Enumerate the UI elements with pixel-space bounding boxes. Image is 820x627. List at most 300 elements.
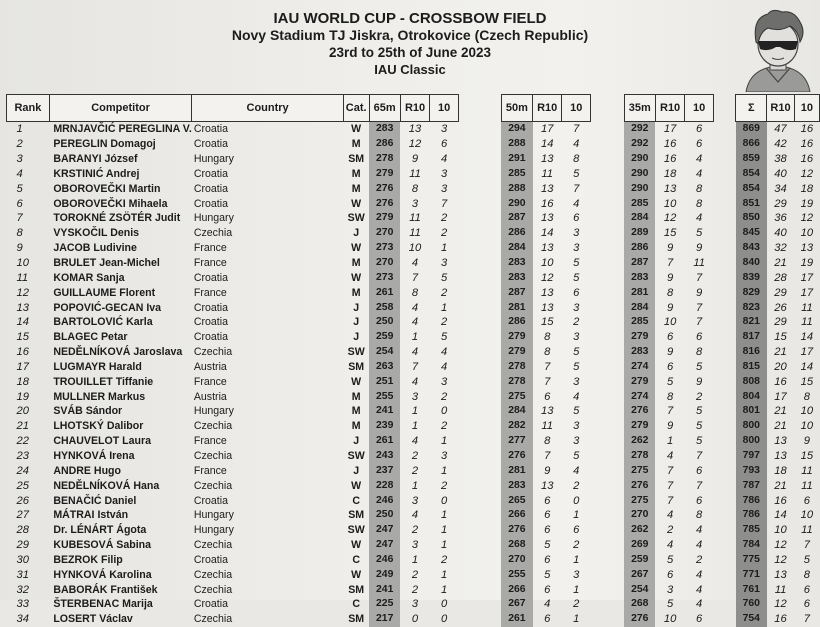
score-35m-cell: 262 [624,434,655,449]
score-50m-cell: 291 [501,152,532,167]
tens-50m-cell: 1 [573,613,580,626]
tens-50m-cell: 3 [573,301,580,314]
tens-65m-cell: 3 [440,257,448,270]
tens-50m-cell: 3 [573,420,580,433]
r10-50m-cell: 17 [540,123,554,136]
category-cell: J [353,435,360,448]
competitor-cell: VYSKOČIL Denis [53,227,140,240]
rank-cell: 10 [16,257,29,270]
spacer-cell [458,167,501,182]
score-65m-cell: 270 [369,256,400,271]
total-tens-cell: 17 [800,346,814,359]
score-35m-cell: 290 [624,167,655,182]
spacer-cell [591,493,624,508]
spacer-cell [714,152,736,167]
spacer-cell [458,137,501,152]
r10-65m-cell: 12 [408,138,422,151]
competitor-cell: Dr. LÉNÁRT Ágota [53,524,147,537]
category-cell: W [351,568,362,581]
tens-50m-cell: 5 [573,167,580,180]
total-tens-cell: 6 [803,583,810,596]
competitor-cell: CHAUVELOT Laura [53,435,152,448]
col-country: Country [192,95,343,122]
score-50m-cell: 290 [501,196,532,211]
spacer-cell [458,597,501,612]
total-r10-cell: 10 [774,524,787,537]
spacer-cell [714,567,736,582]
total-tens-cell: 15 [800,449,814,462]
score-50m-cell: 261 [501,612,532,627]
score-65m-cell: 241 [369,582,400,597]
rank-cell: 4 [16,167,23,180]
tens-35m-cell: 2 [696,553,703,566]
total-r10-cell: 28 [774,271,787,284]
score-35m-cell: 259 [624,552,655,567]
tens-50m-cell: 3 [573,227,580,240]
tens-35m-cell: 6 [696,138,703,151]
total-tens-cell: 11 [801,464,813,477]
total-tens-cell: 11 [801,301,813,314]
competitor-cell: LUGMAYR Harald [53,360,142,373]
total-r10-cell: 29 [774,316,787,329]
tens-35m-cell: 4 [696,568,703,581]
score-35m-cell: 269 [624,538,655,553]
total-r10-cell: 21 [774,479,787,492]
spacer-cell [458,612,501,627]
score-50m-cell: 294 [501,122,532,137]
spacer-cell [591,404,624,419]
country-cell: Hungary [193,153,234,166]
total-tens-cell: 6 [803,598,810,611]
score-35m-cell: 292 [624,137,655,152]
rank-cell: 28 [16,524,29,537]
r10-50m-cell: 13 [540,301,554,314]
score-50m-cell: 278 [501,360,532,375]
table-row [7,597,820,612]
total-r10-cell: 21 [774,257,787,270]
table-row [7,211,820,226]
results-body [7,122,820,627]
category-cell: SW [347,449,365,462]
score-65m-cell: 228 [369,478,400,493]
table-row [7,612,820,627]
rank-cell: 23 [16,449,29,462]
country-cell: Czechia [193,227,233,240]
total-tens-cell: 8 [803,390,810,403]
country-cell: France [193,286,227,299]
total-r10-cell: 15 [774,331,787,344]
r10-35m-cell: 16 [663,153,677,166]
rank-cell: 7 [16,212,23,225]
tens-65m-cell: 0 [440,494,448,507]
total-r10-cell: 12 [774,553,787,566]
tens-35m-cell: 6 [696,123,703,136]
score-50m-cell: 286 [501,226,532,241]
r10-50m-cell: 8 [544,435,551,448]
table-row [7,241,820,256]
score-65m-cell: 279 [369,211,400,226]
tens-50m-cell: 1 [573,509,580,522]
r10-50m-cell: 13 [540,286,554,299]
total-score-cell: 840 [736,256,767,271]
category-cell: J [353,464,360,477]
tens-35m-cell: 4 [696,212,703,225]
tens-50m-cell: 0 [573,494,580,507]
spacer-cell [458,270,501,285]
spacer-cell [458,315,501,330]
total-r10-cell: 20 [774,360,787,373]
score-35m-cell: 279 [624,374,655,389]
r10-65m-cell: 8 [411,182,419,195]
score-65m-cell: 247 [369,538,400,553]
tens-35m-cell: 5 [696,360,703,373]
r10-50m-cell: 14 [540,227,554,240]
r10-50m-cell: 8 [544,331,551,344]
score-50m-cell: 287 [501,211,532,226]
score-35m-cell: 279 [624,330,655,345]
category-cell: M [351,138,361,151]
total-tens-cell: 6 [803,494,810,507]
total-score-cell: 793 [736,463,767,478]
r10-65m-cell: 1 [411,479,419,492]
total-r10-cell: 47 [774,123,787,136]
tens-50m-cell: 3 [573,331,580,344]
score-65m-cell: 279 [369,167,400,182]
r10-65m-cell: 9 [411,153,419,166]
competitor-cell: JACOB Ludivine [53,242,137,255]
spacer-cell [714,419,736,434]
table-row [7,167,820,182]
spacer-cell [458,345,501,360]
r10-65m-cell: 1 [411,405,419,418]
r10-65m-cell: 1 [411,553,419,566]
r10-35m-cell: 8 [666,286,674,299]
table-row [7,226,820,241]
competitor-cell: ANDRE Hugo [53,464,121,477]
spacer-cell [458,538,501,553]
spacer-cell [714,167,736,182]
col-35m-tens: 10 [685,95,714,122]
score-65m-cell: 254 [369,345,400,360]
total-r10-cell: 32 [774,242,787,255]
tens-50m-cell: 8 [573,153,580,166]
total-score-cell: 804 [736,389,767,404]
spacer-cell [714,211,736,226]
country-cell: Hungary [193,524,234,537]
r10-35m-cell: 7 [666,405,674,418]
category-cell: SM [348,509,365,522]
score-35m-cell: 275 [624,493,655,508]
col-total-r10: R10 [767,95,795,122]
category-cell: J [353,316,360,329]
tens-50m-cell: 1 [573,553,580,566]
spacer-cell [714,256,736,271]
tens-35m-cell: 4 [696,539,703,552]
score-50m-cell: 283 [501,270,532,285]
r10-35m-cell: 9 [666,420,674,433]
tens-35m-cell: 4 [696,598,703,611]
tens-35m-cell: 5 [696,227,703,240]
event-division: IAU Classic [374,62,446,77]
score-65m-cell: 270 [369,226,400,241]
event-venue: Novy Stadium TJ Jiskra, Otrokovice (Czech Republic) [231,27,589,43]
score-50m-cell: 286 [501,315,532,330]
rank-cell: 16 [16,346,29,359]
tens-65m-cell: 3 [440,375,448,388]
competitor-cell: KRSTINIĆ Andrej [53,167,140,180]
total-tens-cell: 11 [801,316,813,329]
spacer-cell [458,582,501,597]
tens-65m-cell: 1 [440,301,448,314]
score-50m-cell: 278 [501,374,532,389]
col-50m-tens: 10 [562,95,591,122]
competitor-cell: KOMAR Sanja [53,271,125,284]
tens-50m-cell: 7 [573,123,580,136]
score-65m-cell: 251 [369,374,400,389]
spacer-cell [458,374,501,389]
score-50m-cell: 277 [501,434,532,449]
r10-65m-cell: 4 [411,346,419,359]
total-tens-cell: 13 [800,242,814,255]
rank-cell: 6 [16,197,23,210]
spacer-cell [591,419,624,434]
rank-cell: 33 [16,598,29,611]
country-cell: France [193,464,227,477]
spacer-cell [714,226,736,241]
total-score-cell: 816 [736,345,767,360]
table-row [7,360,820,375]
spacer-cell [458,196,501,211]
score-50m-cell: 266 [501,508,532,523]
r10-50m-cell: 6 [544,613,551,626]
r10-50m-cell: 8 [544,346,551,359]
country-cell: Czechia [193,539,233,552]
score-35m-cell: 281 [624,285,655,300]
spacer-cell [591,241,624,256]
rank-cell: 27 [16,509,29,522]
score-65m-cell: 250 [369,508,400,523]
tens-35m-cell: 11 [693,257,705,270]
score-35m-cell: 286 [624,241,655,256]
spacer-cell [714,300,736,315]
competitor-cell: PEREGLIN Domagoj [53,138,156,151]
score-65m-cell: 278 [369,152,400,167]
competitor-cell: NEDĚLNÍKOVÁ Jaroslava [53,346,183,359]
competitor-cell: BARANYI József [53,153,138,166]
col-50m: 50m [501,95,532,122]
tens-35m-cell: 6 [696,613,703,626]
spacer-cell [458,463,501,478]
tens-50m-cell: 7 [573,182,580,195]
table-row [7,122,820,137]
r10-50m-cell: 6 [544,524,551,537]
competitor-cell: BARTOLOVIĆ Karla [53,316,153,329]
r10-35m-cell: 16 [663,138,677,151]
rank-cell: 20 [16,405,29,418]
country-cell: Croatia [193,494,228,507]
tens-50m-cell: 4 [573,138,580,151]
spacer-cell [714,508,736,523]
r10-65m-cell: 11 [409,227,421,240]
r10-35m-cell: 3 [666,583,674,596]
spacer-cell [458,389,501,404]
tens-35m-cell: 4 [696,153,703,166]
competitor-cell: TROUILLET Tiffanie [53,375,154,388]
spacer-cell [591,360,624,375]
score-50m-cell: 276 [501,449,532,464]
total-r10-cell: 38 [774,153,787,166]
category-cell: M [351,286,361,299]
spacer-cell [591,300,624,315]
results-table [6,94,820,627]
r10-65m-cell: 7 [411,271,419,284]
tens-35m-cell: 5 [696,405,703,418]
score-35m-cell: 276 [624,478,655,493]
rank-cell: 3 [16,153,23,166]
score-50m-cell: 281 [501,300,532,315]
col-35m: 35m [624,95,655,122]
spacer-cell [714,241,736,256]
tens-35m-cell: 9 [696,242,703,255]
competitor-cell: BLAGEC Petar [53,331,128,344]
tens-35m-cell: 9 [696,375,703,388]
rank-cell: 11 [16,271,29,284]
score-50m-cell: 279 [501,345,532,360]
total-tens-cell: 12 [800,212,814,225]
tens-35m-cell: 6 [696,331,703,344]
r10-65m-cell: 3 [411,494,419,507]
r10-65m-cell: 2 [411,568,419,581]
country-cell: Hungary [193,509,234,522]
spacer-cell [458,181,501,196]
total-r10-cell: 36 [774,212,787,225]
score-35m-cell: 276 [624,612,655,627]
total-r10-cell: 13 [774,449,787,462]
total-score-cell: 801 [736,404,767,419]
spacer-cell [714,597,736,612]
country-cell: Czechia [193,583,233,596]
category-cell: W [351,479,362,492]
rank-cell: 29 [16,539,29,552]
table-row [7,389,820,404]
score-50m-cell: 288 [501,137,532,152]
category-cell: M [351,405,361,418]
competitor-cell: LOSERT Václav [53,613,133,626]
tens-35m-cell: 4 [696,167,703,180]
r10-35m-cell: 12 [663,212,677,225]
score-65m-cell: 243 [369,449,400,464]
tens-50m-cell: 3 [573,568,580,581]
r10-50m-cell: 12 [540,271,554,284]
competitor-cell: HYNKOVÁ Irena [53,449,135,462]
score-50m-cell: 275 [501,389,532,404]
spacer-cell [714,493,736,508]
tens-65m-cell: 2 [440,390,448,403]
country-cell: Croatia [193,553,228,566]
score-65m-cell: 246 [369,493,400,508]
competitor-cell: SVÁB Sándor [53,405,123,418]
spacer-cell [591,508,624,523]
table-row [7,285,820,300]
col-50m-r10: R10 [533,95,562,122]
rank-cell: 30 [16,553,29,566]
score-50m-cell: 270 [501,552,532,567]
spacer-cell [591,315,624,330]
score-65m-cell: 247 [369,523,400,538]
tens-65m-cell: 1 [440,539,448,552]
category-cell: M [351,167,361,180]
r10-35m-cell: 4 [666,509,674,522]
category-cell: SW [347,524,365,537]
total-r10-cell: 42 [774,138,787,151]
r10-35m-cell: 7 [666,479,674,492]
tens-35m-cell: 8 [696,346,703,359]
total-tens-cell: 18 [800,182,814,195]
tens-50m-cell: 5 [573,449,580,462]
spacer-cell [591,122,624,137]
tens-65m-cell: 1 [440,583,448,596]
rank-cell: 8 [16,227,23,240]
spacer-cell [591,345,624,360]
r10-35m-cell: 6 [666,331,674,344]
total-tens-cell: 11 [801,524,813,537]
total-tens-cell: 8 [803,568,810,581]
score-50m-cell: 288 [501,181,532,196]
tens-65m-cell: 3 [440,123,448,136]
rank-cell: 15 [16,331,29,344]
total-tens-cell: 5 [803,553,810,566]
score-35m-cell: 283 [624,270,655,285]
total-r10-cell: 14 [774,509,787,522]
r10-65m-cell: 3 [411,197,419,210]
competitor-cell: MÁTRAI István [53,509,129,522]
rank-cell: 21 [16,420,29,433]
spacer-cell [591,374,624,389]
r10-50m-cell: 6 [544,390,551,403]
total-r10-cell: 16 [774,613,787,626]
score-65m-cell: 237 [369,463,400,478]
spacer-cell [591,226,624,241]
r10-35m-cell: 17 [663,123,677,136]
spacer-cell [458,478,501,493]
table-row [7,374,820,389]
table-row [7,300,820,315]
table-row [7,419,820,434]
score-65m-cell: 258 [369,300,400,315]
r10-35m-cell: 7 [666,257,674,270]
total-tens-cell: 9 [803,435,810,448]
r10-65m-cell: 2 [411,524,419,537]
tens-50m-cell: 4 [573,390,580,403]
competitor-cell: NEDĚLNÍKOVÁ Hana [53,479,160,492]
score-35m-cell: 254 [624,582,655,597]
score-65m-cell: 255 [369,389,400,404]
score-65m-cell: 249 [369,567,400,582]
score-50m-cell: 265 [501,493,532,508]
total-tens-cell: 16 [800,123,814,136]
total-r10-cell: 16 [774,494,787,507]
competitor-cell: MRNJAVČIĆ PEREGLINA V. [53,123,192,136]
spacer-cell [591,181,624,196]
r10-35m-cell: 7 [666,494,674,507]
r10-65m-cell: 11 [409,167,421,180]
total-r10-cell: 21 [774,420,787,433]
col-category: Cat. [343,95,369,122]
r10-65m-cell: 10 [408,242,422,255]
total-r10-cell: 29 [774,286,787,299]
country-cell: Czechia [193,613,233,626]
category-cell: W [351,242,362,255]
